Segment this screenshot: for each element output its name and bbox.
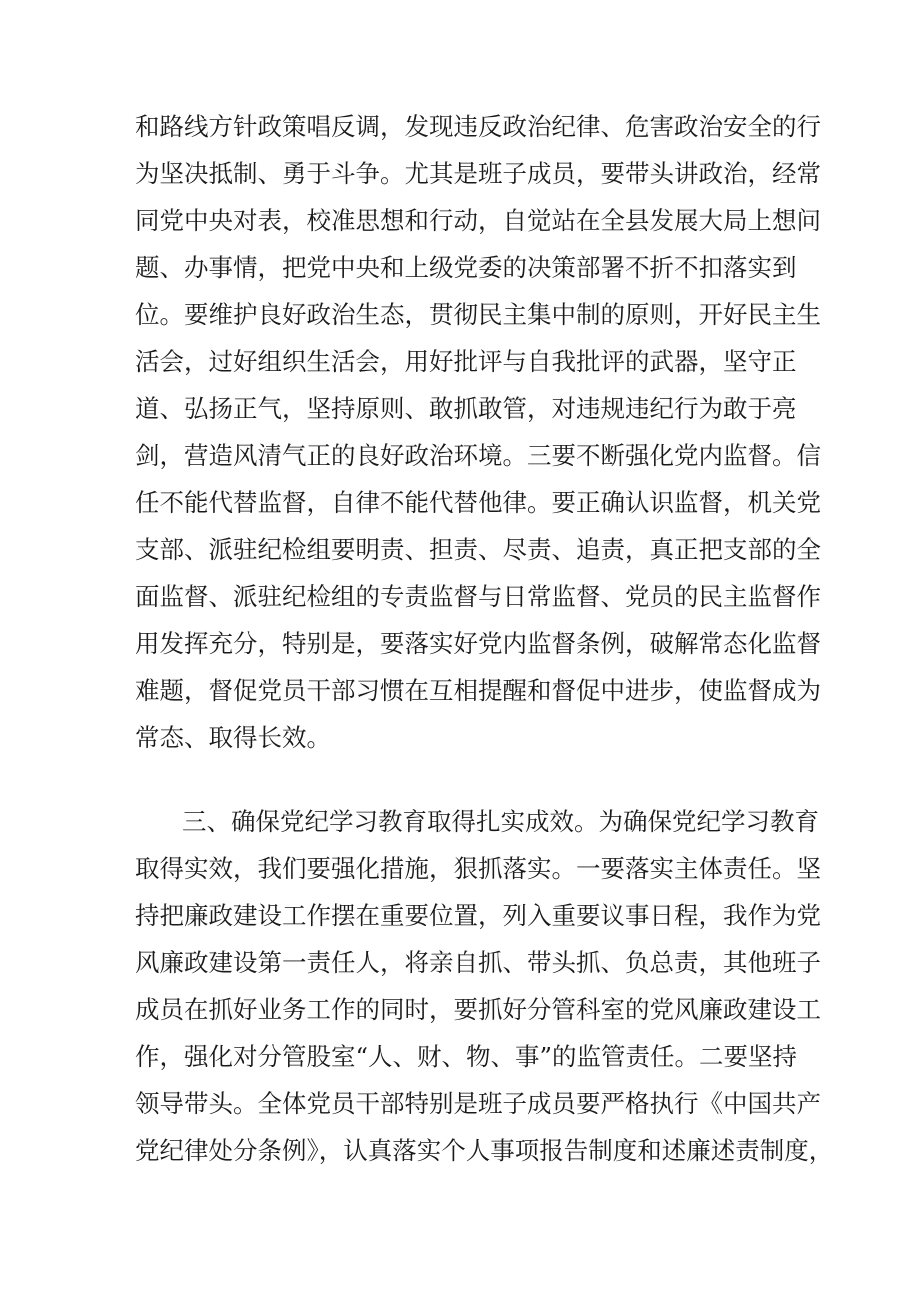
text-line: 支部、派驻纪检组要明责、担责、尽责、追责，真正把支部的全 xyxy=(135,535,821,564)
text-line: 领导带头。全体党员干部特别是班子成员要严格执行《中国共产 xyxy=(135,1089,821,1118)
text-line: 剑，营造风清气正的良好政治环境。三要不断强化党内监督。信 xyxy=(135,441,821,470)
text-line: 党纪律处分条例》，认真落实个人事项报告制度和述廉述责制度， xyxy=(135,1136,834,1165)
text-line: 位。要维护良好政治生态，贯彻民主集中制的原则，开好民主生 xyxy=(135,300,821,329)
text-line: 用发挥充分，特别是，要落实好党内监督条例，破解常态化监督 xyxy=(135,629,821,658)
text-line: 和路线方针政策唱反调，发现违反政治纪律、危害政治安全的行 xyxy=(135,112,821,141)
section-heading-line: 三、确保党纪学习教育取得扎实成效。为确保党纪学习教育 xyxy=(182,807,819,836)
text-line: 任不能代替监督，自律不能代替他律。要正确认识监督，机关党 xyxy=(135,488,821,517)
text-line: 风廉政建设第一责任人，将亲自抓、带头抓、负总责，其他班子 xyxy=(135,948,821,977)
text-line: 道、弘扬正气，坚持原则、敢抓敢管，对违规违纪行为敢于亮 xyxy=(135,394,797,423)
text-line: 为坚决抵制、勇于斗争。尤其是班子成员，要带头讲政治，经常 xyxy=(135,159,821,188)
text-line: 成员在抓好业务工作的同时，要抓好分管科室的党风廉政建设工 xyxy=(135,995,821,1024)
text-line: 面监督、派驻纪检组的专责监督与日常监督、党员的民主监督作 xyxy=(135,582,821,611)
text-line: 同党中央对表，校准思想和行动，自觉站在全县发展大局上想问 xyxy=(135,206,821,235)
text-line: 作，强化对分管股室“人、财、物、事”的监管责任。二要坚持 xyxy=(135,1042,798,1071)
text-line: 题、办事情，把党中央和上级党委的决策部署不折不扣落实到 xyxy=(135,253,797,282)
text-line: 难题，督促党员干部习惯在互相提醒和督促中进步，使监督成为 xyxy=(135,676,821,705)
text-line: 持把廉政建设工作摆在重要位置，列入重要议事日程，我作为党 xyxy=(135,901,821,930)
text-line: 活会，过好组织生活会，用好批评与自我批评的武器，坚守正 xyxy=(135,347,797,376)
text-line: 取得实效，我们要强化措施，狠抓落实。一要落实主体责任。坚 xyxy=(135,854,821,883)
text-line: 常态、取得长效。 xyxy=(135,723,331,752)
